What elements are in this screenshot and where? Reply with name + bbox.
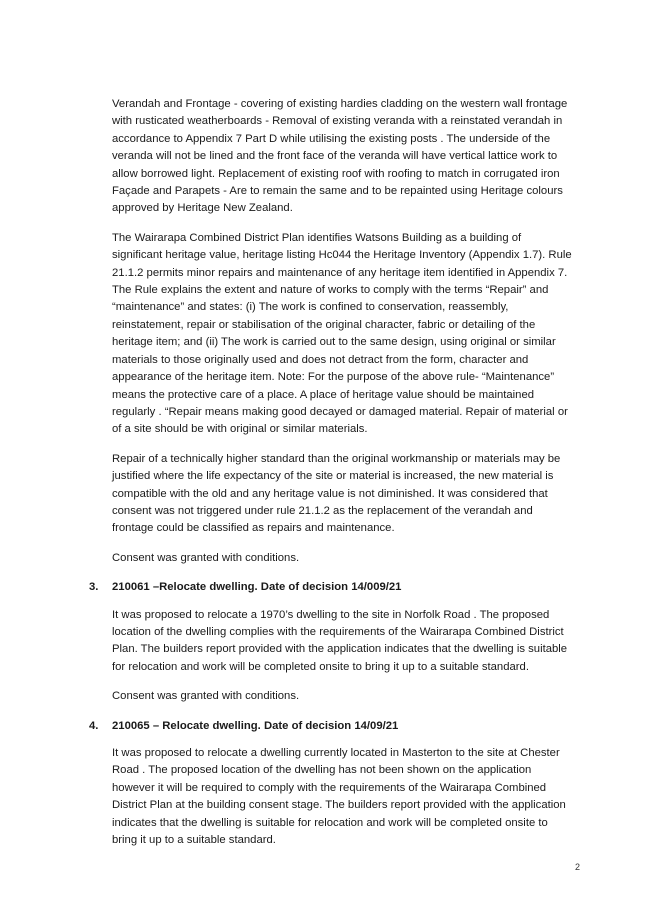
item-3-number: 3. bbox=[89, 581, 99, 594]
item-4-heading bbox=[89, 718, 574, 735]
item-3-title: 210061 –Relocate dwelling. Date of decision 14/009/21 bbox=[112, 581, 402, 594]
item-3-consent: Consent was granted with conditions. bbox=[112, 690, 300, 703]
paragraph-repair-standard: Repair of a technically higher standard than the original workmanship or materials may be justified where the life expectancy of the site or material is increased, the new material is compatible with the old and any heritage value is not diminished. It was considered that consent was not triggered under rule 21.1.2 as the replacement of the verandah and frontage could be classified as repairs and maintenance. bbox=[112, 452, 561, 535]
paragraph-district-plan-rule: The Wairarapa Combined District Plan identifies Watsons Building as a building of significant heritage value, heritage listing Hc044 the Heritage Inventory (Appendix 1.7). Rule 21.1.2 permits minor repairs and maintenance of any heritage item identified in Appendix 7. The Rule explains the extent and nature of works to comply with the terms “Repair” and “maintenance” and states: (i) The work is confined to conservation, reassembly, reinstatement, repair or stabilisation of the original character, fabric or detailing of the heritage item; and (ii) The work is carried out to the same design, using original or similar materials to those originally used and does not detract from the form, character and appearance of the heritage item. Note: For the purpose of the above rule- “Maintenance” means the protective care of a place. A place of heritage value should be maintained regularly . “Repair means making good decayed or damaged material. Repair of material or of a site should be with original or similar materials. bbox=[112, 231, 572, 436]
page-content bbox=[89, 96, 574, 861]
paragraph-consent-granted: Consent was granted with conditions. bbox=[112, 551, 300, 564]
page-number: 2 bbox=[574, 862, 580, 872]
item-4-number: 4. bbox=[89, 719, 99, 732]
item-3-heading bbox=[89, 579, 574, 596]
item-4-paragraph: It was proposed to relocate a dwelling currently located in Masterton to the site at Chester Road . The proposed location of the dwelling has not been shown on the application however it will be required to comply with the requirements of the Wairarapa Combined District Plan at the building consent stage. The builders report provided with the application indicates that the dwelling is suitable for relocation and work will be completed onsite to bring it up to a suitable standard. bbox=[112, 747, 566, 847]
item-4-title: 210065 – Relocate dwelling. Date of decision 14/09/21 bbox=[112, 719, 399, 732]
item-3-paragraph: It was proposed to relocate a 1970’s dwelling to the site in Norfolk Road . The proposed location of the dwelling complies with the requirements of the Wairarapa Combined District Plan. The builders report provided with the application indicates that the dwelling is suitable for relocation and work will be completed onsite to bring it up to a suitable standard. bbox=[112, 608, 568, 673]
paragraph-verandah-frontage: Verandah and Frontage - covering of existing hardies cladding on the western wall frontage with rusticated weatherboards - Removal of existing veranda with a reinstated verandah in accordance to Appendix 7 Part D while utilising the existing posts . The underside of the veranda will not be lined and the front face of the veranda will have vertical lattice work to allow borrowed light. Replacement of existing roof with roofing to match in corrugated iron Façade and Parapets - Are to remain the same and to be repainted using Heritage colours approved by Heritage New Zealand. bbox=[112, 98, 568, 215]
